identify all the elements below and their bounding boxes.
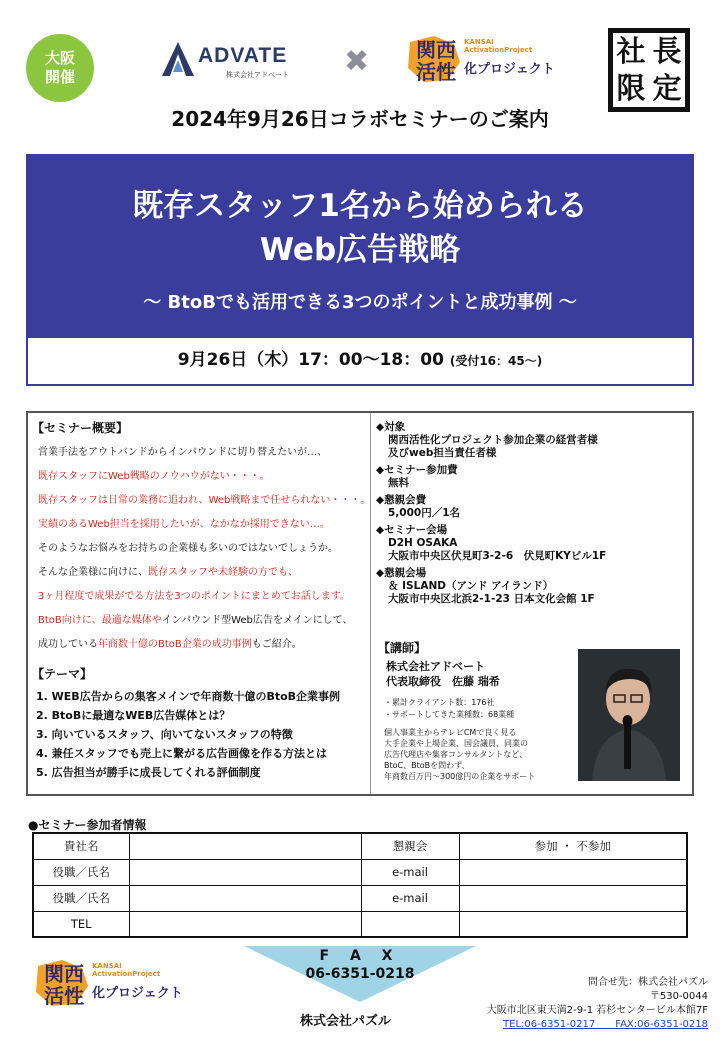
overview-fragment: BtoB向けに、最適な媒体や bbox=[38, 615, 162, 626]
overview-fragment: 既存スタッフや未経験の方でも、 bbox=[148, 567, 298, 578]
kansai-tagline bbox=[92, 962, 160, 978]
kansai-tag1: KANSAI bbox=[92, 962, 122, 970]
info-label: ◆懇親会費 bbox=[376, 494, 427, 506]
lecturer-photo bbox=[578, 649, 680, 781]
lecturer-portrait-icon bbox=[578, 649, 680, 781]
table-row bbox=[33, 885, 687, 911]
info-value: 関西活性化プロジェクト参加企業の経営者様 bbox=[388, 434, 598, 446]
kansai-line3: 化プロジェクト bbox=[464, 62, 555, 77]
role-name-field[interactable] bbox=[129, 859, 361, 885]
badge-line1: 大阪 bbox=[44, 49, 75, 67]
table-row bbox=[33, 911, 687, 937]
fax-company: 株式会社パズル bbox=[300, 1014, 392, 1029]
info-value: D2H OSAKA bbox=[388, 537, 458, 549]
kansai-line2: 活性 bbox=[416, 60, 456, 84]
registration-form bbox=[32, 832, 688, 938]
overview-line: 実績のあるWeb担当を採用したいが、なかなか採用できない…。 bbox=[38, 519, 330, 530]
overview-text bbox=[38, 443, 370, 659]
lecturer-identity bbox=[386, 659, 500, 689]
event-info bbox=[376, 421, 606, 610]
lecturer-stats bbox=[384, 697, 514, 721]
fax-callout bbox=[244, 946, 476, 1002]
kansai-tag2: ActivationProject bbox=[92, 970, 161, 978]
theme-item: 3. 向いているスタッフ、向いてないスタッフの特徴 bbox=[36, 728, 293, 741]
date-box bbox=[26, 338, 694, 386]
lecturer-company: 株式会社アドベート bbox=[386, 660, 485, 673]
info-item-party-fee bbox=[376, 494, 606, 520]
overview-fragment: 年商数十億のBtoB企業の成功事例 bbox=[98, 639, 252, 650]
contact-tel-link[interactable]: TEL:06-6351-0217 FAX:06-6351-0218 bbox=[503, 1019, 708, 1030]
tel-label: TEL bbox=[33, 911, 129, 937]
overview-fragment: 成功している bbox=[38, 639, 98, 650]
overview-fragment: そんな企業様に向けに、 bbox=[38, 567, 148, 578]
overview-column bbox=[28, 413, 371, 794]
kansai-line1: 関西 bbox=[416, 38, 456, 62]
osaka-badge bbox=[26, 34, 94, 102]
info-item-venue bbox=[376, 524, 606, 563]
bio-line: 広告代理店や集客コンサルタントなど、 bbox=[384, 750, 528, 759]
overview-line: 3ヶ月程度で成果がでる方法を3つのポイントにまとめてお話します。 bbox=[38, 591, 350, 602]
info-label: ◆対象 bbox=[376, 421, 406, 433]
role-name-label: 役職／氏名 bbox=[33, 885, 129, 911]
kansai-line1: 関西 bbox=[44, 962, 84, 986]
theme-heading: 【テーマ】 bbox=[32, 667, 93, 681]
kansai-line2: 活性 bbox=[44, 984, 84, 1008]
overview-line: 既存スタッフにWeb戦略のノウハウがない・・・。 bbox=[38, 471, 270, 482]
table-row bbox=[33, 859, 687, 885]
attend-choice[interactable]: 参加 ・ 不参加 bbox=[459, 833, 687, 859]
table-row bbox=[33, 833, 687, 859]
title-banner bbox=[26, 154, 694, 338]
info-value: ＆ ISLAND（アンド アイランド） bbox=[388, 580, 554, 592]
bio-line: 個人事業主からテレビCMで良く見る bbox=[384, 728, 517, 737]
email-label: e-mail bbox=[361, 885, 459, 911]
email-label: e-mail bbox=[361, 859, 459, 885]
info-item-party-venue bbox=[376, 567, 606, 606]
overview-line: そのようなお悩みをお持ちの企業様も多いのではないでしょうか。 bbox=[38, 543, 338, 554]
banner-subtitle: ～ BtoBでも活用できる3つのポイントと成功事例 ～ bbox=[143, 292, 577, 313]
lecturer-stat: ・累計クライアント数：176社 bbox=[384, 698, 495, 707]
banner-title-line1: 既存スタッフ1名から始められる bbox=[132, 188, 588, 224]
info-value: 及びweb担当責任者様 bbox=[388, 447, 497, 459]
badge-line2: 開催 bbox=[44, 68, 75, 86]
email-field[interactable] bbox=[459, 885, 687, 911]
advate-logo bbox=[160, 42, 310, 82]
president-only-stamp bbox=[608, 28, 690, 112]
theme-list bbox=[36, 688, 340, 783]
theme-item: 5. 広告担当が勝手に成長してくれる評価制度 bbox=[36, 766, 261, 779]
info-item-target bbox=[376, 421, 606, 460]
company-label: 貴社名 bbox=[33, 833, 129, 859]
party-label: 懇親会 bbox=[361, 833, 459, 859]
info-value: 大阪市中央区北浜2-1-23 日本文化会館 1F bbox=[388, 593, 595, 605]
kansai-tagline bbox=[464, 38, 532, 54]
overview-line: 営業手法をアウトバンドからインバウンドに切り替えたいが…、 bbox=[38, 447, 328, 458]
page-headline: 2024年9月26日コラボセミナーのご案内 bbox=[171, 107, 549, 131]
stamp-char: 定 bbox=[652, 71, 682, 105]
empty-cell bbox=[361, 911, 459, 937]
bio-line: 年商数百万円～300億円の企業をサポート bbox=[384, 772, 536, 781]
info-label: ◆セミナー参加費 bbox=[376, 464, 458, 476]
lecturer-stat: ・サポートしてきた業種数：68業種 bbox=[384, 710, 515, 719]
lecturer-heading: 【講師】 bbox=[378, 641, 427, 655]
info-value: 無料 bbox=[388, 477, 409, 489]
company-field[interactable] bbox=[129, 833, 361, 859]
bio-line: 大手企業や上場企業、国会議員、同業の bbox=[384, 739, 528, 748]
date-reception: (受付16：45～) bbox=[449, 354, 543, 368]
tel-field[interactable] bbox=[129, 911, 361, 937]
advate-mark-icon bbox=[162, 42, 194, 76]
date-main: 9月26日（木）17：00～18：00 bbox=[177, 350, 444, 370]
kansai-logo bbox=[404, 32, 574, 84]
advate-subname: 株式会社アドベート bbox=[226, 71, 289, 79]
lecturer-name: 代表取締役 佐藤 瑞希 bbox=[386, 675, 500, 688]
banner-title-line2: Web広告戦略 bbox=[259, 232, 461, 268]
lecturer-bio bbox=[384, 727, 535, 782]
kansai-footer-logo bbox=[32, 956, 202, 1008]
contact-line: 〒530-0044 bbox=[649, 991, 708, 1002]
info-column bbox=[372, 413, 692, 794]
kansai-tag1: KANSAI bbox=[464, 38, 494, 46]
empty-cell bbox=[459, 911, 687, 937]
theme-item: 4. 兼任スタッフでも売上に繋がる広告画像を作る方法とは bbox=[36, 747, 327, 760]
stamp-char: 社 bbox=[616, 34, 646, 68]
collab-cross-icon: ✖ bbox=[344, 44, 370, 79]
contact-line: 大阪市北区東天満2-9-1 若杉センタービル本館7F bbox=[486, 1005, 708, 1016]
overview-fragment: もご紹介。 bbox=[251, 639, 302, 650]
contact-line: 問合せ先：株式会社パズル bbox=[588, 977, 708, 988]
stamp-char: 長 bbox=[652, 34, 682, 68]
overview-line bbox=[38, 563, 370, 587]
stamp-char: 限 bbox=[616, 71, 646, 105]
overview-line bbox=[38, 611, 370, 635]
fax-label: F A X bbox=[319, 948, 401, 964]
overview-line: 既存スタッフは日常の業務に追われ、Web戦略まで任せられない・・・。 bbox=[38, 495, 371, 506]
fax-number: 06-6351-0218 bbox=[305, 966, 415, 982]
role-name-field[interactable] bbox=[129, 885, 361, 911]
info-label: ◆懇親会場 bbox=[376, 567, 427, 579]
theme-item: 2. BtoBに最適なWEB広告媒体とは？ bbox=[36, 709, 231, 722]
contact-info bbox=[487, 976, 708, 1032]
email-field[interactable] bbox=[459, 859, 687, 885]
bio-line: BtoC、BtoBを問わず、 bbox=[384, 761, 470, 770]
info-label: ◆セミナー会場 bbox=[376, 524, 448, 536]
participant-info-heading: ●セミナー参加者情報 bbox=[28, 818, 147, 832]
info-value: 大阪市中央区伏見町3-2-6 伏見町KYビル1F bbox=[388, 550, 607, 562]
theme-item: 1. WEB広告からの集客メインで年商数十億のBtoB企業事例 bbox=[36, 690, 341, 703]
info-item-fee bbox=[376, 464, 606, 490]
info-value: 5,000円／1名 bbox=[388, 507, 461, 519]
advate-name: ADVATE bbox=[198, 44, 288, 67]
overview-fragment: インバウンド型Web広告をメインにして、 bbox=[161, 615, 353, 626]
overview-heading: 【セミナー概要】 bbox=[32, 421, 129, 435]
kansai-line3: 化プロジェクト bbox=[92, 986, 183, 1001]
role-name-label: 役職／氏名 bbox=[33, 859, 129, 885]
kansai-tag2: ActivationProject bbox=[464, 46, 533, 54]
overview-line bbox=[38, 635, 370, 659]
seminar-details bbox=[26, 411, 694, 796]
